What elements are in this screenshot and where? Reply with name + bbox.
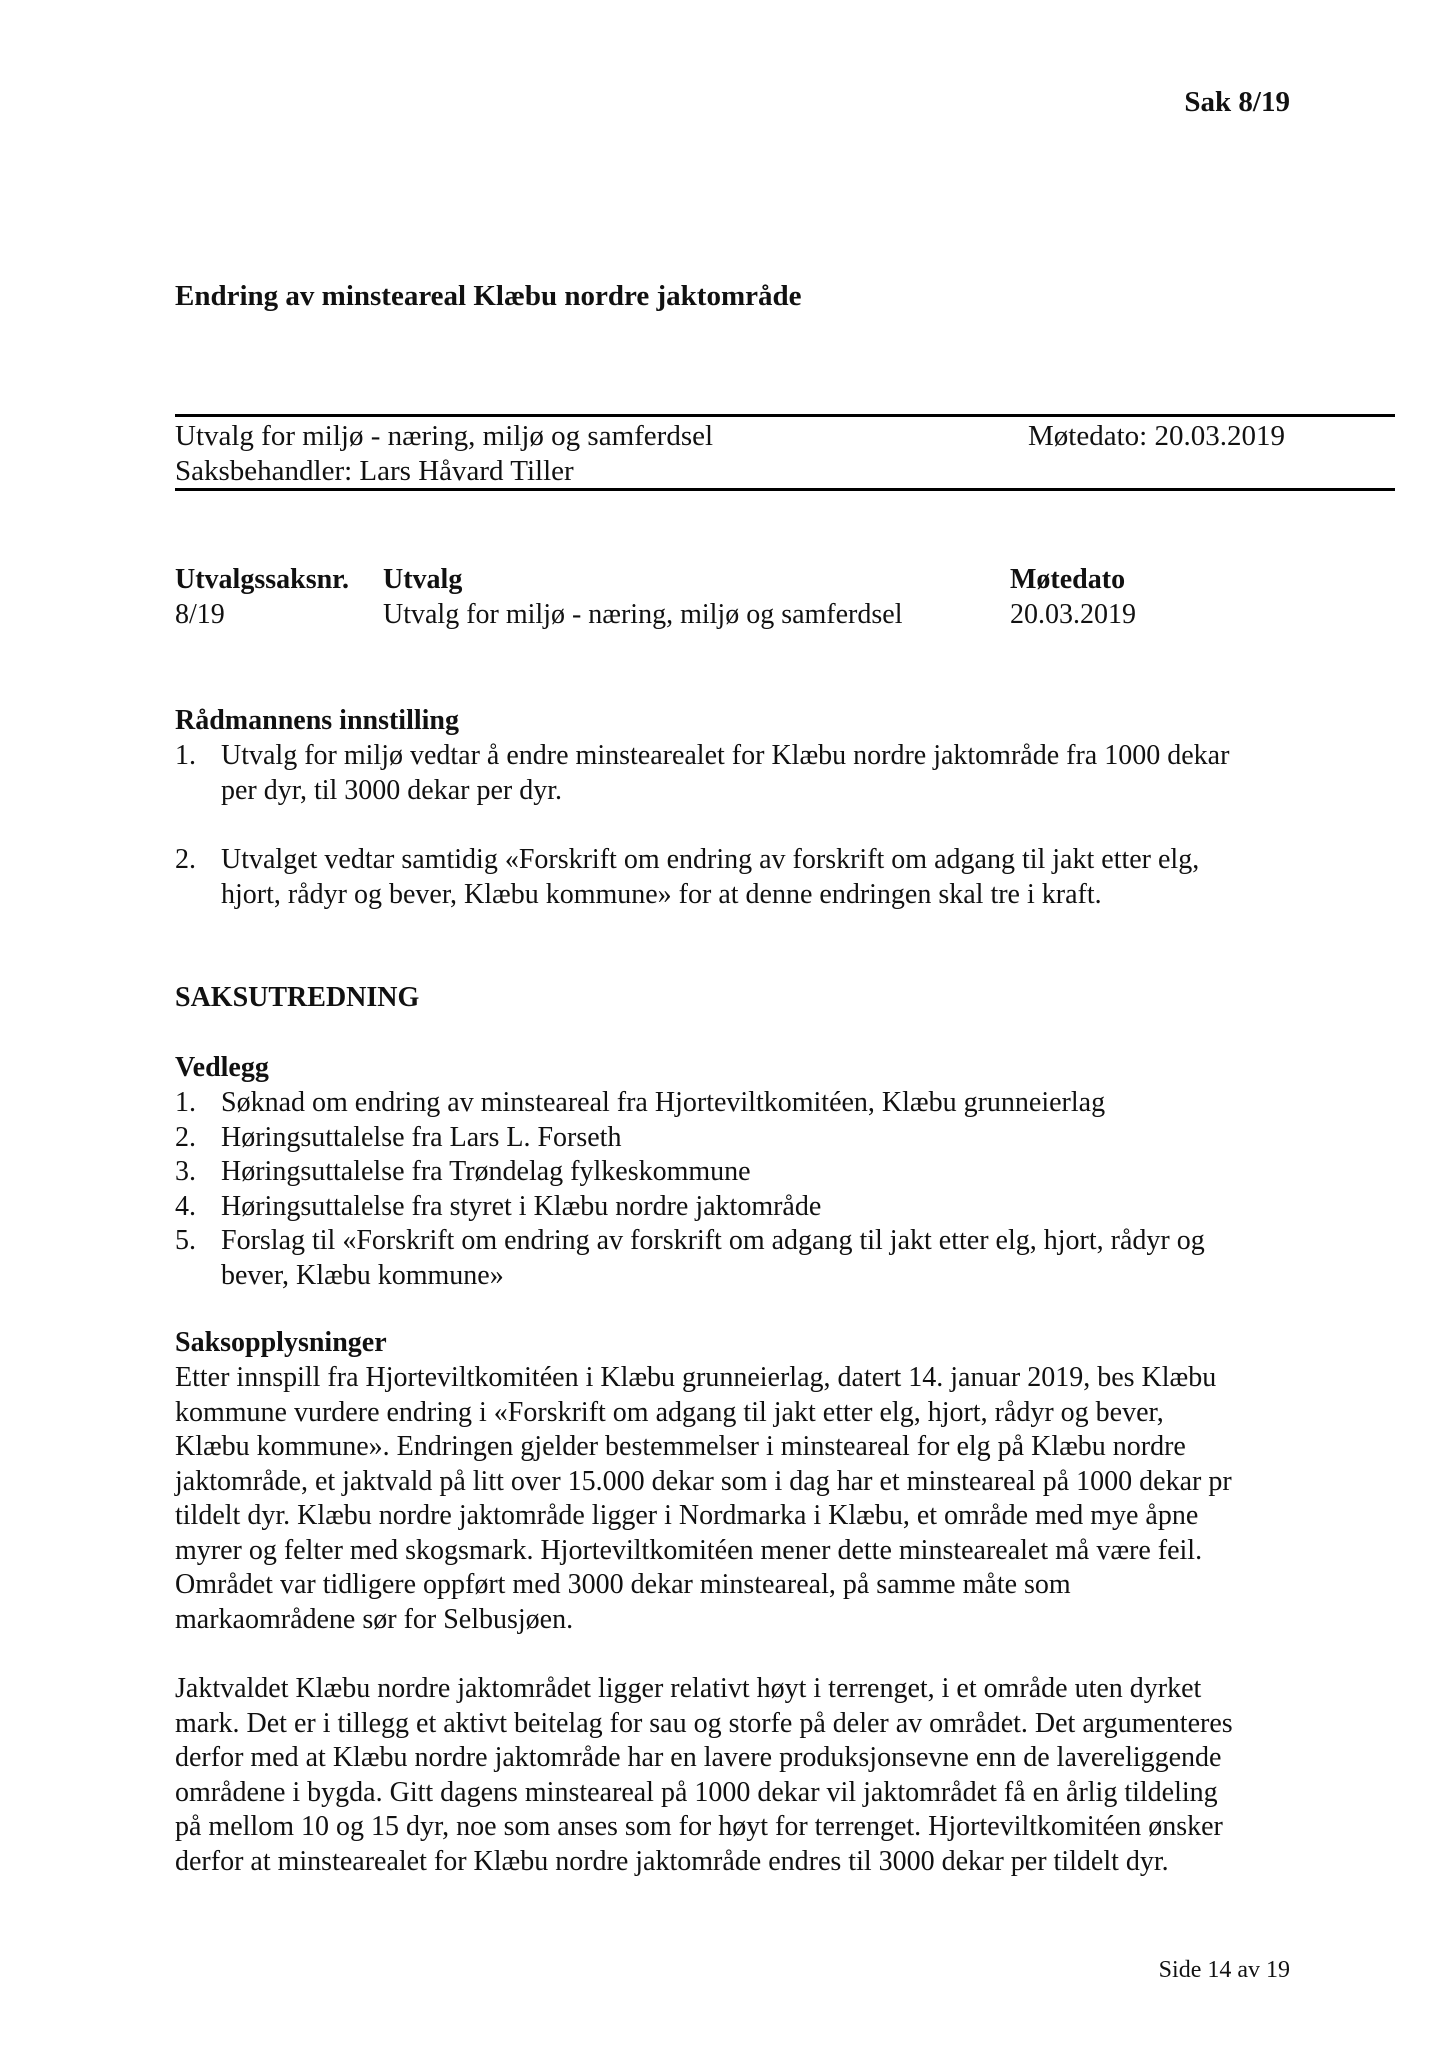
item-number: 1. <box>175 740 196 771</box>
case-information-paragraph-2 <box>175 1672 1295 1879</box>
recommendation-item <box>175 843 1295 912</box>
attachment-item: Søknad om endring av minsteareal fra Hjorteviltkomitéen, Klæbu grunneierlag <box>221 1087 1106 1118</box>
recommendation-item <box>175 739 1295 808</box>
case-handler: Saksbehandler: Lars Håvard Tiller <box>175 455 574 487</box>
item-text: Utvalget vedtar samtidig «Forskrift om endring av forskrift om adgang til jakt etter elg, <box>221 844 1200 875</box>
table-header-case-no: Utvalgssaksnr. <box>175 564 350 595</box>
item-number: 2. <box>175 844 196 875</box>
item-number: 3. <box>175 1156 196 1187</box>
recommendation-heading: Rådmannens innstilling <box>175 705 459 736</box>
paragraph-line: Etter innspill fra Hjorteviltkomitéen i Klæbu grunneierlag, datert 14. januar 2019, bes Klæbu <box>175 1362 1217 1393</box>
item-text: Utvalg for miljø vedtar å endre minstearealet for Klæbu nordre jaktområde fra 1000 dekar <box>221 740 1230 771</box>
paragraph-line: myrer og felter med skogsmark. Hjorteviltkomitéen mener dette minstearealet må være feil. <box>175 1534 1203 1566</box>
paragraph-line: områdene i bygda. Gitt dagens minsteareal på 1000 dekar vil jaktområdet få en årlig tildeling <box>175 1776 1218 1808</box>
table-cell-date: 20.03.2019 <box>1010 599 1136 630</box>
attachment-item: Høringsuttalelse fra Lars L. Forseth <box>221 1121 622 1153</box>
meeting-date: Møtedato: 20.03.2019 <box>1028 420 1285 452</box>
paragraph-line: derfor med at Klæbu nordre jaktområde har en lavere produksjonsevne enn de lavereliggende <box>175 1742 1222 1773</box>
paragraph-line: mark. Det er i tillegg et aktivt beitelag for sau og storfe på deler av området. Det argumenteres <box>175 1707 1233 1739</box>
table-header-date: Møtedato <box>1010 564 1126 595</box>
item-number: 1. <box>175 1087 196 1118</box>
paragraph-line: Jaktvaldet Klæbu nordre jaktområdet ligger relativt høyt i terrenget, i et område uten dyrket <box>175 1673 1202 1704</box>
paragraph-line: markaområdene sør for Selbusjøen. <box>175 1603 574 1635</box>
attachment-item: Høringsuttalelse fra Trøndelag fylkeskommune <box>221 1156 751 1187</box>
case-number: Sak 8/19 <box>1184 86 1290 118</box>
attachment-list <box>175 1086 1295 1293</box>
item-text: hjort, rådyr og bever, Klæbu kommune» for at denne endringen skal tre i kraft. <box>221 878 1102 910</box>
case-information-paragraph-1 <box>175 1361 1295 1637</box>
table-cell-committee: Utvalg for miljø - næring, miljø og samferdsel <box>383 599 903 630</box>
page-number: Side 14 av 19 <box>1158 1957 1290 1983</box>
paragraph-line: på mellom 10 og 15 dyr, noe som anses som for høyt for terrenget. Hjorteviltkomitéen ønsker <box>175 1811 1223 1842</box>
paragraph-line: Klæbu kommune». Endringen gjelder bestemmelser i minsteareal for elg på Klæbu nordre <box>175 1431 1186 1462</box>
case-information-heading: Saksopplysninger <box>175 1327 387 1358</box>
paragraph-line: tildelt dyr. Klæbu nordre jaktområde ligger i Nordmarka i Klæbu, et område med mye åpne <box>175 1500 1199 1531</box>
paragraph-line: jaktområde, et jaktvald på litt over 15.000 dekar som i dag har et minsteareal på 1000 dekar pr <box>175 1465 1232 1497</box>
item-text: per dyr, til 3000 dekar per dyr. <box>221 774 563 806</box>
attachment-item: bever, Klæbu kommune» <box>221 1259 504 1291</box>
attachments-heading: Vedlegg <box>175 1052 269 1083</box>
case-report-heading: SAKSUTREDNING <box>175 982 420 1013</box>
item-number: 2. <box>175 1121 196 1153</box>
item-number: 4. <box>175 1190 196 1222</box>
document-title: Endring av minsteareal Klæbu nordre jaktområde <box>175 280 802 312</box>
paragraph-line: derfor at minstearealet for Klæbu nordre jaktområde endres til 3000 dekar per tildelt dyr. <box>175 1845 1169 1877</box>
paragraph-line: kommune vurdere endring i «Forskrift om adgang til jakt etter elg, hjort, rådyr og bever, <box>175 1396 1164 1428</box>
committee-name: Utvalg for miljø - næring, miljø og samferdsel <box>175 420 714 452</box>
table-header-committee: Utvalg <box>383 564 463 595</box>
table-cell-case-no: 8/19 <box>175 599 225 630</box>
paragraph-line: Området var tidligere oppført med 3000 dekar minsteareal, på samme måte som <box>175 1569 1071 1600</box>
item-number: 5. <box>175 1225 196 1256</box>
bottom-rule <box>175 488 1395 491</box>
attachment-item: Forslag til «Forskrift om endring av forskrift om adgang til jakt etter elg, hjort, rådyr og <box>221 1225 1205 1256</box>
attachment-item: Høringsuttalelse fra styret i Klæbu nordre jaktområde <box>221 1190 822 1222</box>
top-rule <box>175 414 1395 417</box>
